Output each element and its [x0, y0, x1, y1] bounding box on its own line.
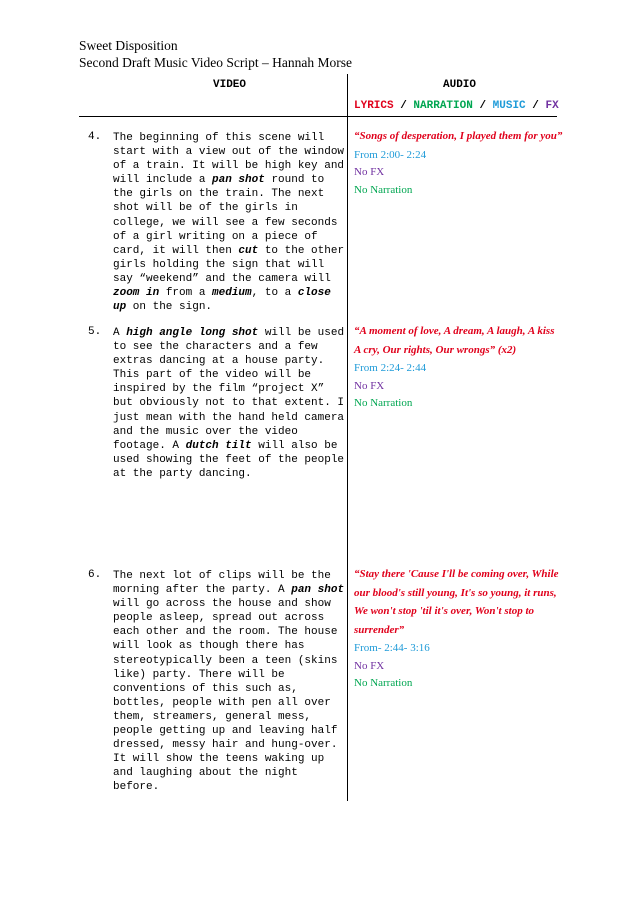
scene-video-description — [113, 131, 345, 314]
video-line — [113, 710, 345, 724]
video-text: will also be — [251, 439, 338, 452]
video-text: A — [113, 327, 127, 339]
video-text: on the sign. — [126, 301, 213, 314]
video-line — [113, 752, 345, 766]
scene-fx: No FX — [354, 379, 385, 392]
camera-term: zoom in — [113, 287, 160, 300]
video-text: card, it will then — [113, 244, 239, 257]
lyrics-line: “Stay there 'Cause I'll be coming over, While — [354, 568, 559, 580]
scene-fx: No FX — [354, 659, 385, 672]
scene-narration: No Narration — [354, 183, 413, 196]
document-subtitle: Second Draft Music Video Script – Hannah Morse — [79, 55, 353, 70]
video-line — [113, 766, 345, 780]
video-text: but obviously not to that extent. I — [113, 397, 345, 410]
video-line — [113, 272, 345, 286]
video-text: will be used — [258, 327, 345, 339]
camera-term: pan shot — [212, 174, 265, 187]
camera-term: high angle long shot — [126, 327, 259, 339]
video-text: at the party dancing. — [113, 467, 252, 480]
video-text: people asleep, spread out across — [113, 612, 325, 625]
scene-lyrics — [354, 127, 564, 146]
video-line — [113, 668, 345, 682]
legend-separator: / — [525, 100, 546, 112]
scene-lyrics — [354, 565, 564, 639]
audio-column-header: AUDIO — [443, 79, 477, 91]
video-text: It will show the teens waking up — [113, 753, 325, 766]
camera-term: cut — [238, 244, 259, 257]
video-text: say “weekend” and the camera will — [113, 272, 331, 285]
video-line — [113, 682, 345, 696]
scene-audio — [354, 322, 564, 413]
video-text: to see the characters and a few — [113, 341, 318, 354]
video-line — [113, 597, 345, 611]
camera-term: close — [297, 287, 331, 300]
video-text: them, streamers, general mess, — [113, 710, 312, 723]
scene-music: From- 2:44- 3:16 — [354, 642, 430, 654]
scene-video-description — [113, 569, 345, 795]
video-text: will look as though there has — [113, 640, 305, 653]
video-text: The beginning of this scene will — [113, 132, 325, 144]
lyrics-line: our blood's still young, It's so young, it runs, — [354, 586, 557, 599]
video-line — [113, 340, 345, 354]
header-rule — [79, 116, 557, 117]
video-text: , to a — [251, 287, 298, 300]
scene-music: From 2:24- 2:44 — [354, 362, 427, 374]
scene-number: 6. — [88, 569, 102, 581]
video-text: each other and the room. The house — [113, 626, 338, 639]
video-text: before. — [113, 781, 160, 794]
scene-audio — [354, 127, 564, 199]
video-line — [113, 425, 345, 439]
video-line — [113, 654, 345, 668]
video-line — [113, 216, 345, 230]
video-text: to the other — [258, 244, 345, 257]
video-text: will go across the house and show — [113, 598, 331, 611]
video-line — [113, 354, 345, 368]
video-line — [113, 187, 345, 201]
lyrics-line: “Songs of desperation, I played them for you” — [354, 130, 563, 142]
legend-separator: / — [393, 100, 414, 112]
video-text: people getting up and leaving half — [113, 725, 338, 738]
video-text: morning after the party. A — [113, 584, 292, 597]
scene-number: 4. — [88, 131, 102, 143]
video-line — [113, 244, 345, 258]
video-line — [113, 258, 345, 272]
audio-legend — [354, 100, 559, 112]
video-text: bottles, people with pen all over — [113, 696, 331, 709]
video-line — [113, 569, 345, 583]
document-title: Sweet Disposition — [79, 38, 178, 53]
lyrics-line: We won't stop 'til it's over, Won't stop to — [354, 605, 535, 617]
video-line — [113, 230, 345, 244]
video-line — [113, 368, 345, 382]
document-header — [79, 37, 352, 71]
video-line — [113, 145, 345, 159]
video-line — [113, 625, 345, 639]
video-text: This part of the video will be — [113, 369, 312, 382]
video-line — [113, 780, 345, 794]
video-text: girls holding the sign that will — [113, 258, 325, 271]
video-text: college, we will see a few seconds — [113, 216, 338, 229]
video-line — [113, 131, 345, 145]
video-text: of a girl writing on a piece of — [113, 230, 318, 243]
video-text: extras dancing at a house party. — [113, 355, 325, 368]
video-line — [113, 439, 345, 453]
camera-term: pan shot — [291, 584, 345, 597]
video-line — [113, 396, 345, 410]
lyrics-line: A cry, Our rights, Our wrongs” (x2) — [354, 343, 517, 356]
video-line — [113, 467, 345, 481]
video-text: from a — [159, 287, 213, 300]
legend-narration: NARRATION — [413, 100, 473, 112]
video-line — [113, 453, 345, 467]
lyrics-line: surrender” — [354, 623, 405, 636]
video-text: start with a view out of the window — [113, 146, 345, 159]
video-text: shot will be of the girls in — [113, 202, 298, 215]
video-text: of a train. It will be high key and — [113, 160, 345, 173]
scene-music: From 2:00- 2:24 — [354, 148, 427, 161]
video-line — [113, 411, 345, 425]
video-column-header: VIDEO — [213, 79, 247, 91]
video-text: will include a — [113, 174, 213, 187]
video-line — [113, 300, 345, 314]
video-text: the girls on the train. The next — [113, 188, 325, 201]
video-line — [113, 173, 345, 187]
video-text: dressed, messy hair and hung-over. — [113, 739, 338, 752]
video-line — [113, 696, 345, 710]
camera-term: medium — [212, 287, 252, 300]
video-line — [113, 738, 345, 752]
video-text: and the music over the video — [113, 425, 298, 438]
video-text: The next lot of clips will be the — [113, 570, 331, 582]
scene-lyrics — [354, 322, 564, 359]
video-line — [113, 201, 345, 215]
scene-narration: No Narration — [354, 677, 413, 689]
video-text: footage. A — [113, 439, 186, 452]
video-text: just mean with the hand held camera — [113, 411, 345, 424]
scene-audio — [354, 565, 564, 693]
video-text: like) party. There will be — [113, 668, 285, 681]
lyrics-line: “A moment of love, A dream, A laugh, A kiss — [354, 325, 555, 337]
video-text: stereotypically been a teen (skins — [113, 654, 338, 667]
scene-fx: No FX — [354, 166, 385, 178]
video-line — [113, 724, 345, 738]
video-line — [113, 159, 345, 173]
video-text: round to — [264, 174, 325, 187]
legend-fx: FX — [545, 100, 559, 112]
scene-number: 5. — [88, 326, 102, 338]
column-divider — [347, 74, 348, 801]
video-line — [113, 611, 345, 625]
camera-term: dutch tilt — [185, 439, 252, 452]
video-line — [113, 639, 345, 653]
video-line — [113, 583, 345, 597]
video-text: inspired by the film “project X” — [113, 383, 325, 396]
video-line — [113, 326, 345, 340]
camera-term: up — [113, 301, 127, 314]
video-text: conventions of this such as, — [113, 682, 298, 695]
video-text: used showing the feet of the people — [113, 453, 345, 466]
video-text: and laughing about the night — [113, 767, 298, 780]
scene-video-description — [113, 326, 345, 481]
legend-lyrics: LYRICS — [354, 100, 394, 112]
legend-music: MUSIC — [492, 100, 526, 112]
legend-separator: / — [472, 100, 493, 112]
video-line — [113, 286, 345, 300]
video-line — [113, 382, 345, 396]
scene-narration: No Narration — [354, 397, 413, 409]
